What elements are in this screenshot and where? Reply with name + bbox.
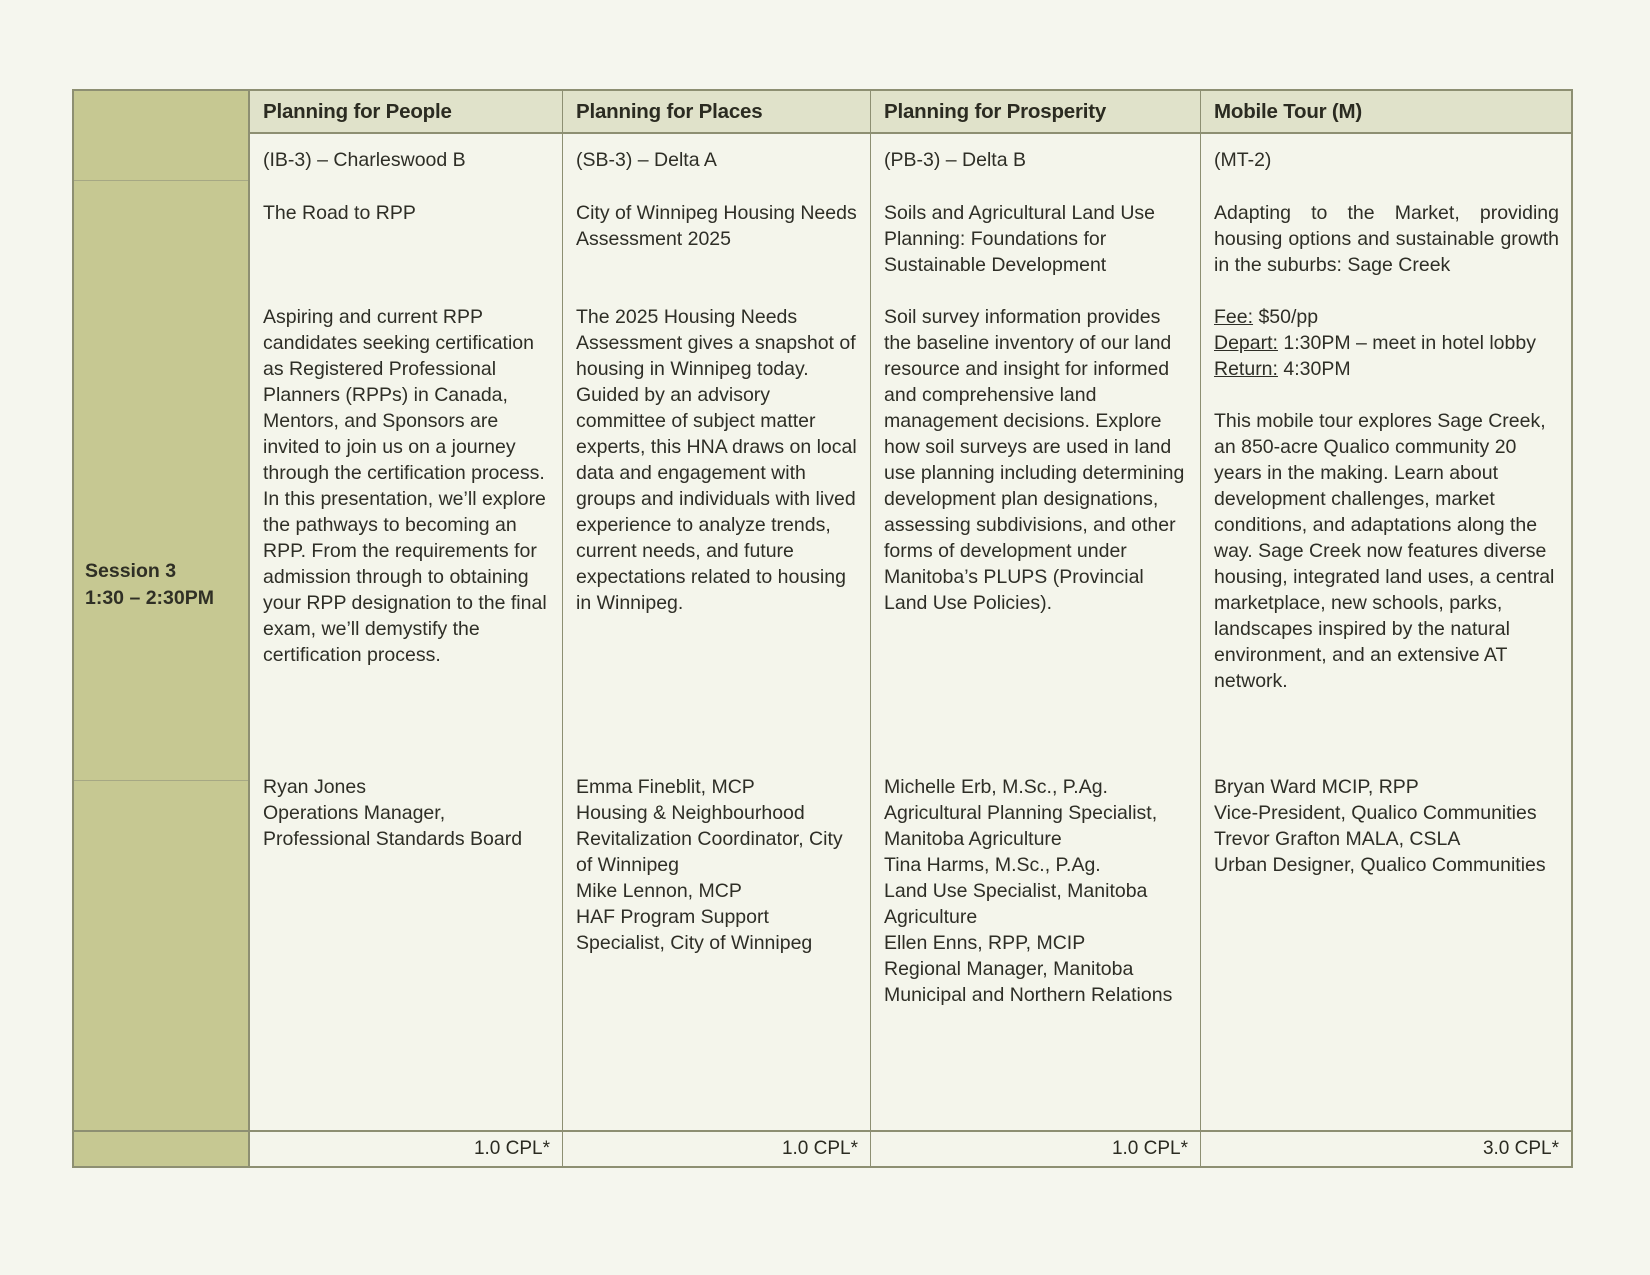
track-column-planning-for-prosperity (870, 91, 1200, 1166)
session-title: The Road to RPP (263, 202, 416, 224)
session-code: (PB-3) – Delta B (884, 149, 1026, 171)
cpl-cell (1201, 1130, 1571, 1166)
session-code: (MT-2) (1214, 149, 1272, 171)
depart-line (1214, 330, 1559, 356)
tour-logistics (1214, 304, 1559, 382)
session-title: City of Winnipeg Housing Needs Assessment 2025 (576, 202, 857, 250)
session-column (74, 91, 250, 1166)
fee-line (1214, 304, 1559, 330)
session-time: 1:30 – 2:30PM (85, 587, 214, 609)
speakers-list: Bryan Ward MCIP, RPP Vice-President, Qualico Communities Trevor Grafton MALA, CSLA Urban Designer, Qualico Communities (1214, 776, 1546, 876)
cpl-cell (250, 1130, 562, 1166)
session-header-spacer (74, 91, 248, 181)
session-title: Soils and Agricultural Land Use Planning: Foundations for Sustainable Development (884, 202, 1155, 276)
column-header: Mobile Tour (M) (1201, 91, 1571, 134)
speakers-list: Emma Fineblit, MCP Housing & Neighbourhood Revitalization Coordinator, City of Winnipeg Mike Lennon, MCP HAF Program Support Specialist, City of Winnipeg (576, 776, 843, 954)
cpl-cell (871, 1130, 1200, 1166)
session-cell-body (250, 134, 562, 1130)
return-label: Return: (1214, 358, 1278, 380)
cpl-value: 3.0 CPL* (1482, 1138, 1559, 1159)
cpl-value: 1.0 CPL* (1111, 1138, 1188, 1159)
session-cell-body (871, 134, 1200, 1130)
track-column-mobile-tour (1200, 91, 1571, 1166)
session-description: Aspiring and current RPP candidates seeking certification as Registered Professional Planners (RPPs) in Canada, Mentors, and Sponsors are invited to join us on a journey through the certification process. In this presentation, we’ll explore the pathways to becoming an RPP. From the requirements for admission through to obtaining your RPP designation to the final exam, we’ll demystify the certification process. (263, 306, 547, 666)
speakers-list: Ryan Jones Operations Manager, Professional Standards Board (263, 776, 523, 850)
speakers-list: Michelle Erb, M.Sc., P.Ag. Agricultural Planning Specialist, Manitoba Agriculture Tina Harms, M.Sc., P.Ag. Land Use Specialist, Manitoba Agriculture Ellen Enns, RPP, MCIP Regional Manager, Manitoba Municipal and Northern Relations (884, 776, 1173, 1006)
session-cell-body (1201, 134, 1571, 1130)
depart-label: Depart: (1214, 332, 1278, 354)
session-cpl-cell (74, 1130, 248, 1166)
return-text: 4:30PM (1283, 358, 1351, 380)
track-column-planning-for-places (562, 91, 870, 1166)
track-columns (250, 91, 1571, 1166)
cpl-value: 1.0 CPL* (473, 1138, 550, 1159)
track-column-planning-for-people (250, 91, 562, 1166)
cpl-cell (563, 1130, 870, 1166)
column-header: Planning for Places (563, 91, 870, 134)
session-title: Adapting to the Market, providing housing options and sustainable growth in the suburbs: Sage Creek (1214, 202, 1559, 276)
session-filler (74, 781, 248, 1130)
column-header: Planning for People (250, 91, 562, 134)
fee-label: Fee: (1214, 306, 1254, 328)
schedule-table (72, 89, 1573, 1168)
session-description: This mobile tour explores Sage Creek, an 850-acre Qualico community 20 years in the making. Learn about development challenges, market conditions, and adaptations along the way. Sage Creek now features diverse housing, integrated land uses, a central marketplace, new schools, parks, landscapes inspired by the natural environment, and an extensive AT network. (1214, 410, 1555, 692)
cpl-value: 1.0 CPL* (781, 1138, 858, 1159)
depart-text: 1:30PM – meet in hotel lobby (1283, 332, 1536, 354)
column-header: Planning for Prosperity (871, 91, 1200, 134)
session-description: The 2025 Housing Needs Assessment gives a snapshot of housing in Winnipeg today. Guided by an advisory committee of subject matter experts, this HNA draws on local data and engagement with groups and individuals with lived experience to analyze trends, current needs, and future expectations related to housing in Winnipeg. (576, 306, 857, 614)
session-label: Session 3 (85, 560, 177, 582)
session-cell (74, 181, 248, 781)
session-description: Soil survey information provides the baseline inventory of our land resource and insight for informed and comprehensive land management decisions. Explore how soil surveys are used in land use planning including determining development plan designations, assessing subdivisions, and other forms of development under Manitoba’s PLUPS (Provincial Land Use Policies). (884, 306, 1185, 614)
session-cell-body (563, 134, 870, 1130)
session-code: (IB-3) – Charleswood B (263, 149, 466, 171)
session-code: (SB-3) – Delta A (576, 149, 717, 171)
fee-text: $50/pp (1258, 306, 1319, 328)
return-line (1214, 356, 1559, 382)
